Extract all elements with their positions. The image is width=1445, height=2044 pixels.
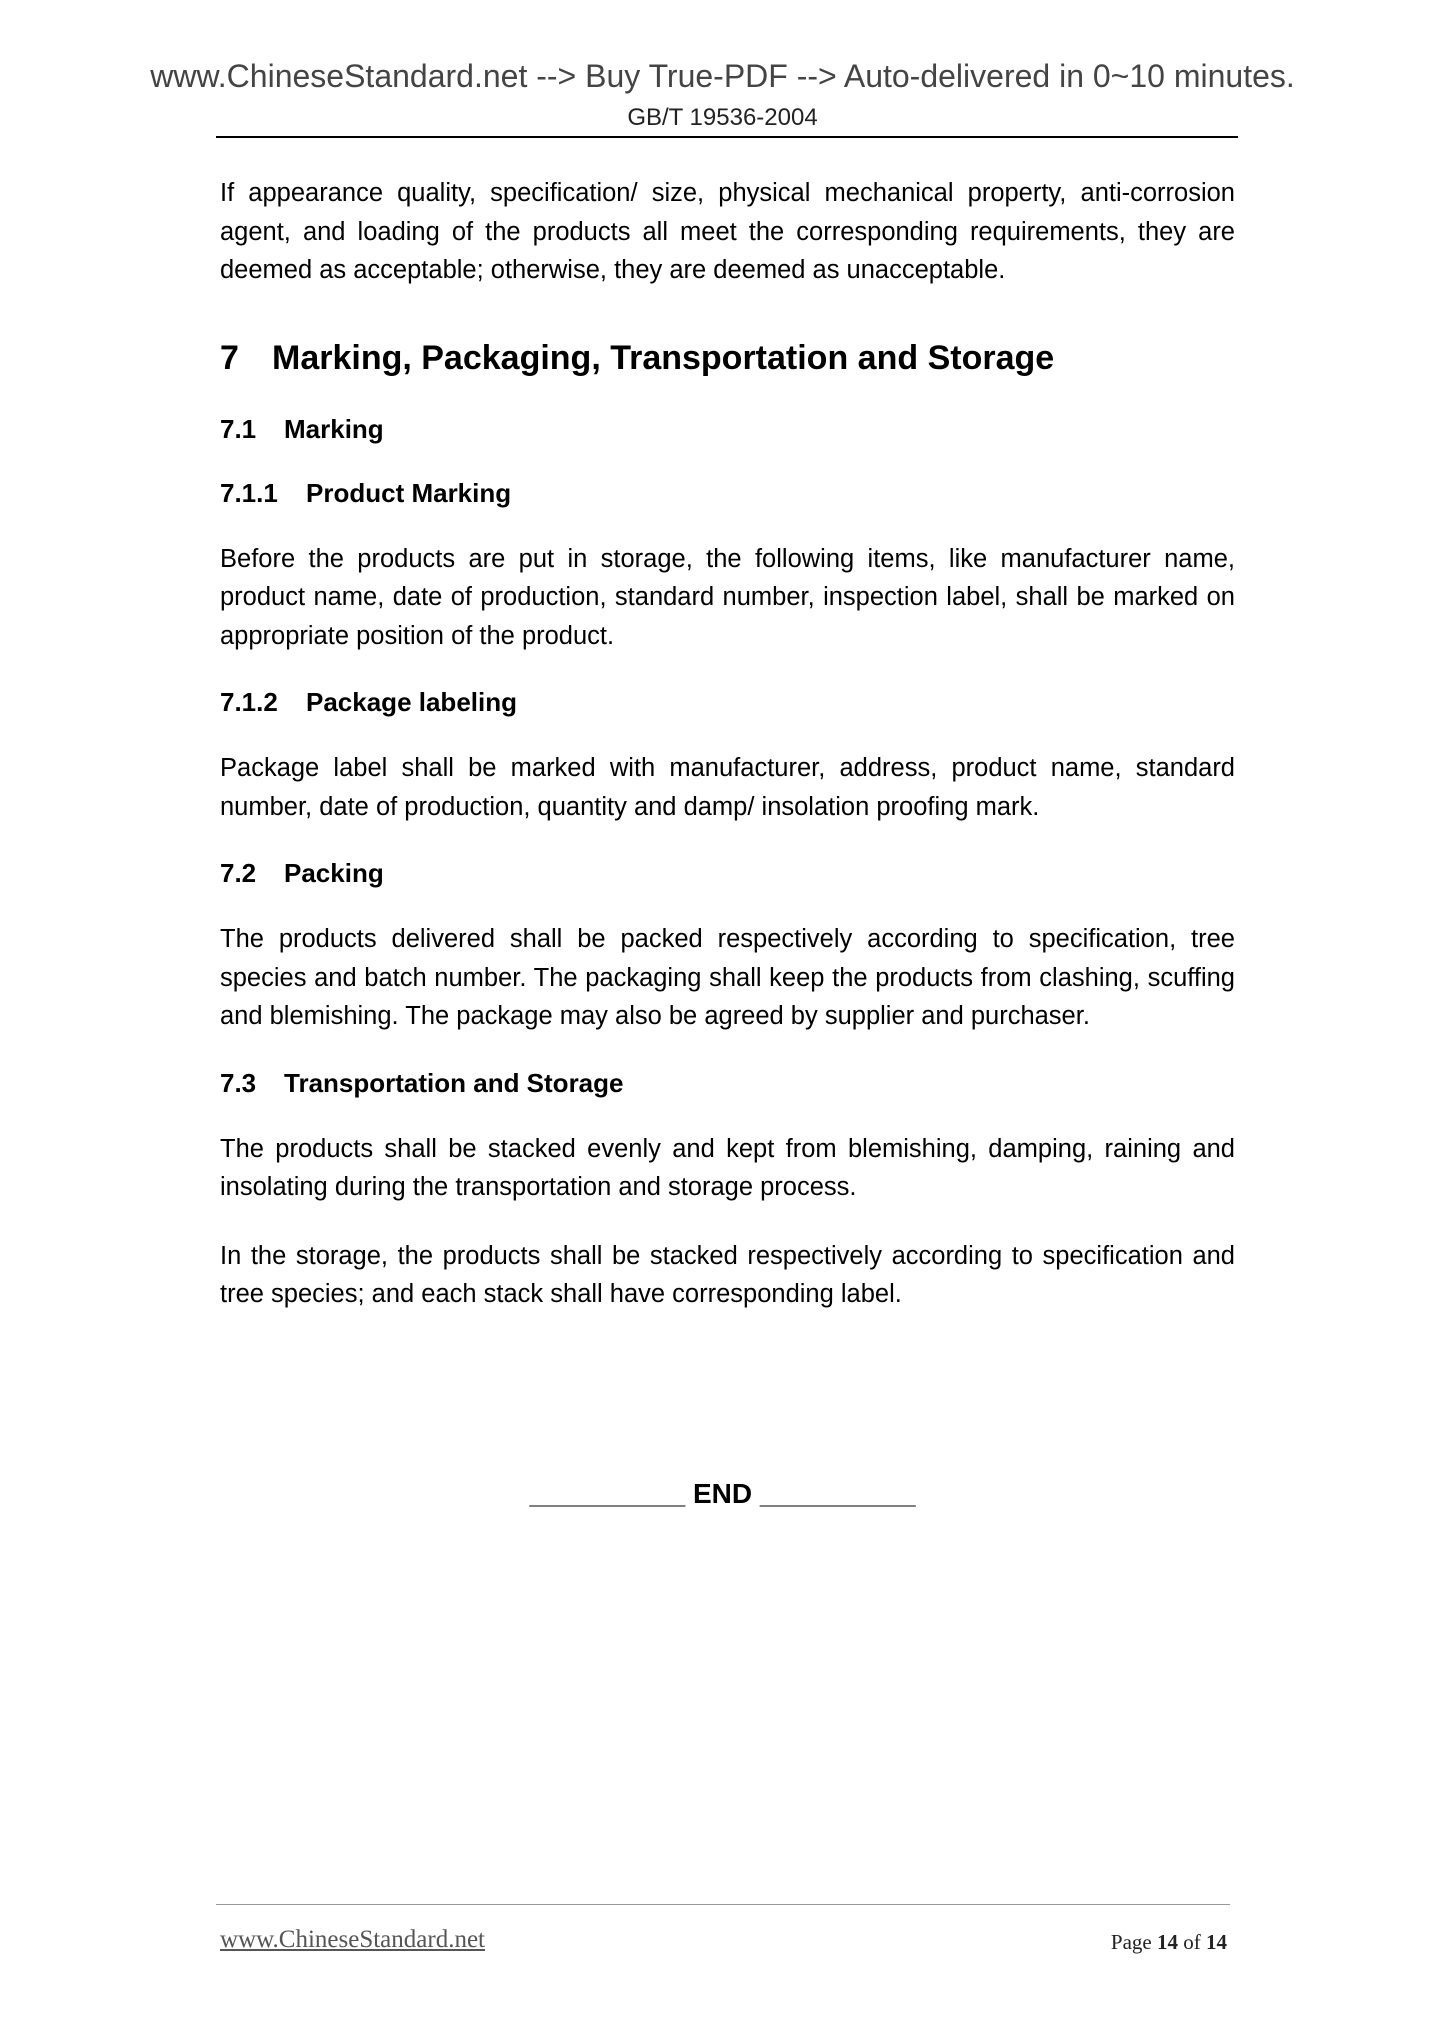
header-banner: www.ChineseStandard.net --> Buy True-PDF --> Auto-delivered in 0~10 minutes. xyxy=(150,58,1295,94)
transportation-paragraph: The products shall be stacked evenly and kept from blemishing, damping, raining and insolating during the transportation and storage process. xyxy=(220,1134,1235,1201)
section-number: 7.1.2 xyxy=(220,687,278,717)
footer-site-link[interactable]: www.ChineseStandard.net xyxy=(220,1926,485,1953)
section-7-1-1-heading xyxy=(220,476,1235,510)
section-number: 7.2 xyxy=(220,858,257,888)
section-number: 7 xyxy=(220,338,239,377)
page-current: 14 xyxy=(1157,1930,1178,1954)
document-body xyxy=(220,174,1235,1314)
end-marker: __________ END __________ xyxy=(529,1478,916,1509)
storage-paragraph: In the storage, the products shall be stacked respectively according to specification and tree species; and each stack shall have corresponding label. xyxy=(220,1241,1235,1308)
section-title: Marking xyxy=(284,413,384,444)
header-divider xyxy=(216,136,1238,138)
section-title: Package labeling xyxy=(306,687,517,717)
section-number: 7.3 xyxy=(220,1067,257,1098)
page-of: of xyxy=(1183,1930,1201,1954)
section-7-heading xyxy=(220,338,1235,378)
section-7-1-heading xyxy=(220,412,1235,446)
section-title: Marking, Packaging, Transportation and Storage xyxy=(272,338,1055,377)
section-7-1-2-heading xyxy=(220,685,1235,719)
product-marking-paragraph: Before the products are put in storage, the following items, like manufacturer name, product name, date of production, standard number, inspection label, shall be marked on appropriate position of the product. xyxy=(220,544,1235,650)
section-number: 7.1.1 xyxy=(220,477,278,508)
section-7-3-heading xyxy=(220,1066,1235,1100)
page-label: Page xyxy=(1110,1930,1152,1954)
footer-divider xyxy=(216,1904,1230,1905)
page-total: 14 xyxy=(1206,1930,1227,1954)
page-indicator xyxy=(1111,1930,1227,1955)
packing-paragraph: The products delivered shall be packed respectively according to specification, tree species and batch number. The packaging shall keep the products from clashing, scuffing and blemishing. The package may also be agreed by supplier and purchaser. xyxy=(220,925,1235,1030)
package-labeling-paragraph: Package label shall be marked with manufacturer, address, product name, standard number, date of production, quantity and damp/ insolation proofing mark. xyxy=(220,754,1235,821)
standard-number: GB/T 19536-2004 xyxy=(627,104,818,131)
section-7-2-heading xyxy=(220,856,1235,890)
section-title: Transportation and Storage xyxy=(284,1067,624,1098)
intro-paragraph: If appearance quality, specification/ size, physical mechanical property, anti-corrosion agent, and loading of the products all meet the corresponding requirements, they are deemed as acceptable; otherwise, they are deemed as unacceptable. xyxy=(220,179,1235,284)
section-title: Packing xyxy=(284,858,384,888)
section-title: Product Marking xyxy=(306,477,512,508)
section-number: 7.1 xyxy=(220,413,257,444)
